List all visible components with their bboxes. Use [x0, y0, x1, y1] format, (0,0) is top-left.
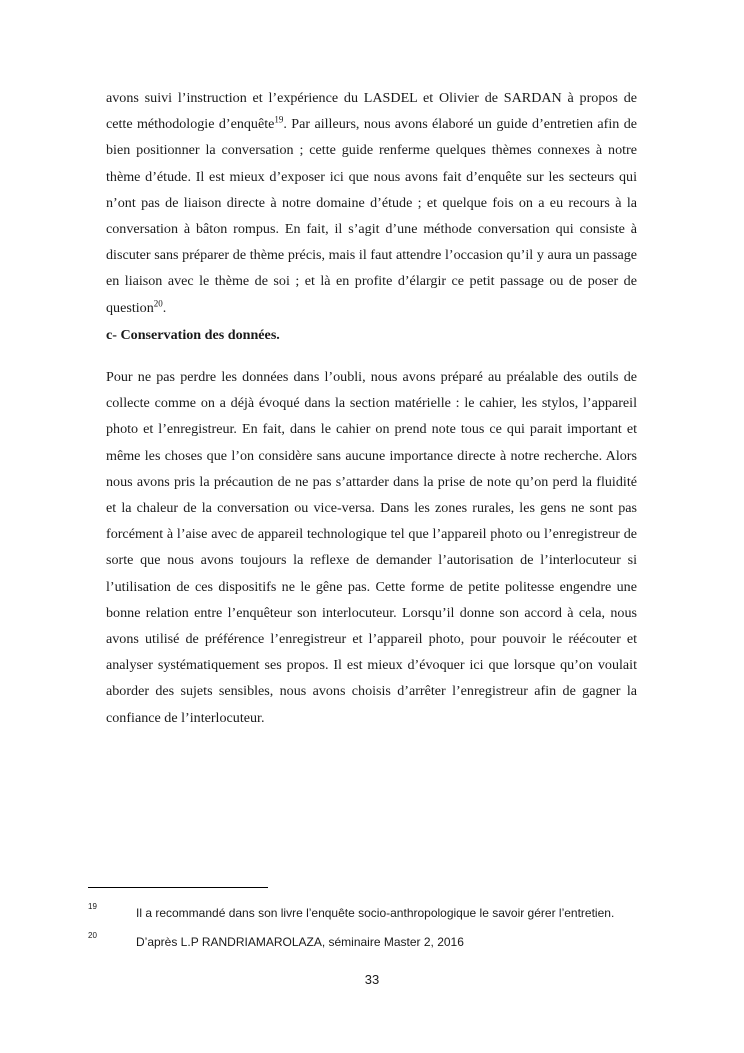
paragraph-text: avons suivi l’instruction et l’expérience du LASDEL et Olivier de SARDAN à propos de cette méthodologie d’enquête	[106, 90, 637, 133]
section-heading: c- Conservation des données.	[106, 327, 280, 343]
paragraph-text: . Par ailleurs, nous avons élaboré un guide d’entretien afin de bien positionner la conversation ; cette guide renferme quelques thèmes connexes à notre thème d’étude. Il est mieux d’exposer ici que nous avons fait d’enquête sur les secteurs qui n’ont pas de liaison directe à notre domaine d’étude ; et quelque fois on a eu recours à la conversation à bâton rompus. En fait, il s’agit d’une méthode conversation qui consiste à discuter sans préparer de thème précis, mais il faut attendre l’occasion qu’il y aura un passage en liaison avec le thème de soi ; et là en profite d’élargir ce petit passage ou de poser de question	[106, 116, 638, 316]
paragraph-methodology	[106, 85, 637, 321]
footnote-number: 20	[88, 931, 97, 940]
footnote-text: D’après L.P RANDRIAMAROLAZA, séminaire Master 2, 2016	[136, 935, 464, 949]
footnote-text: Il a recommandé dans son livre l’enquête socio-anthropologique le savoir gérer l’entretien.	[136, 906, 615, 920]
paragraph-text: .	[162, 299, 167, 316]
footnote-reference[interactable]: 19	[274, 114, 284, 125]
page-number: 33	[364, 972, 380, 987]
footnote-separator	[88, 887, 268, 888]
footnote-reference[interactable]: 20	[153, 297, 163, 308]
paragraph-data-conservation: Pour ne pas perdre les données dans l’oubli, nous avons préparé au préalable des outils de collecte comme on a déjà évoqué dans la section matérielle : le cahier, les stylos, l’appareil photo et l’enregistreur. En fait, dans le cahier on prend note tous ce qui parait important et même les choses que l’on considère sans aucune importance directe à notre recherche. Alors nous avons pris la précaution de ne pas s’attarder dans la prise de note qu’on perd la fluidité et la chaleur de la conversation ou vice-versa. Dans les zones rurales, les gens ne sont pas forcément à l’aise avec de appareil technologique tel que l’appareil photo ou l’enregistreur de sorte que nous avons toujours la reflexe de demander l’autorisation de l’interlocuteur si l’utilisation de ces dispositifs ne le gêne pas. Cette forme de petite politesse engendre une bonne relation entre l’enquêteur son interlocuteur. Lorsqu’il donne son accord à cela, nous avons utilisé de préférence l’enregistreur et l’appareil photo, pour pouvoir le réécouter et analyser systématiquement ses propos. Il est mieux d’évoquer ici que lorsque qu’on voulait aborder des sujets sensibles, nous avons choisis d’arrêter l’enregistreur afin de gagner la confiance de l’interlocuteur.	[106, 369, 637, 726]
footnote-number: 19	[88, 902, 97, 911]
